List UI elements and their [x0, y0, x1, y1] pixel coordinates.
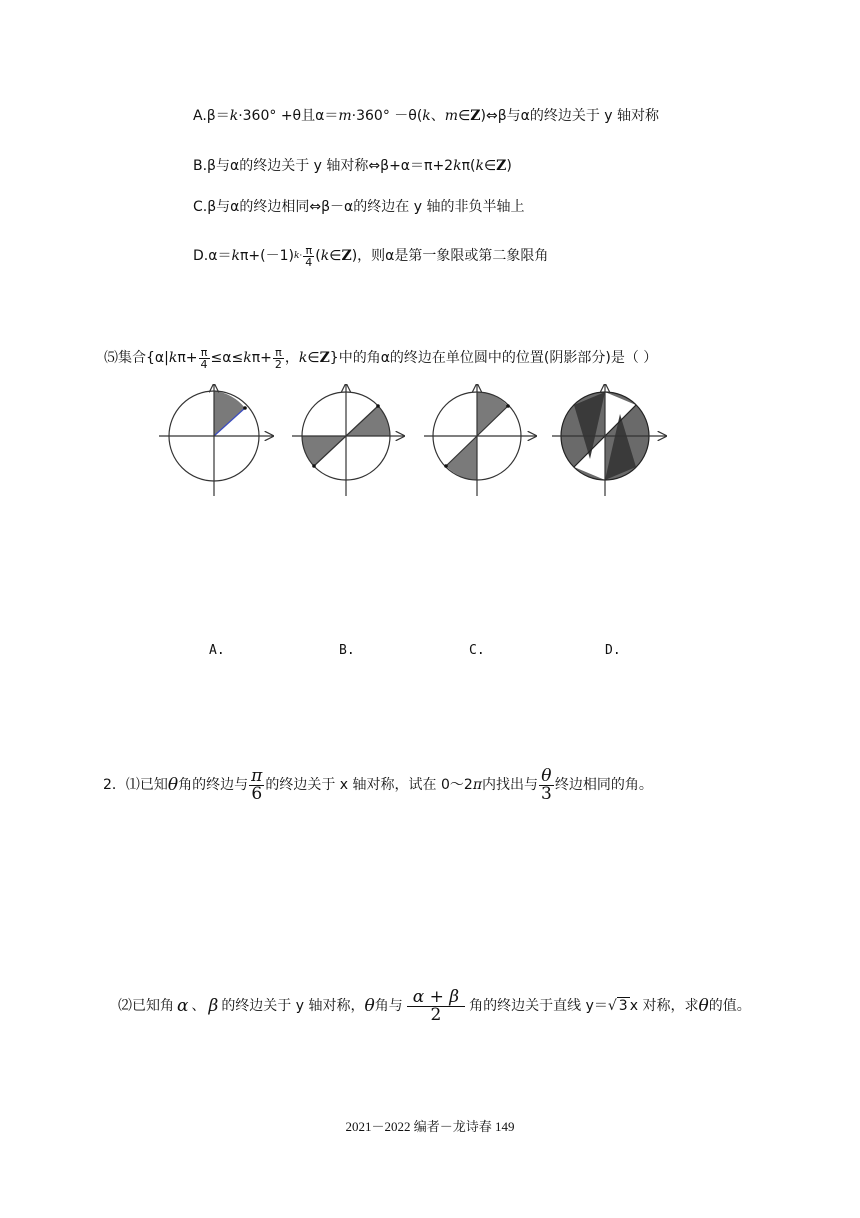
option-a-post: )⇔β与α的终边关于 y 轴对称 [480, 108, 660, 124]
radicand: 3 [618, 998, 628, 1014]
option-d-mid: π+(－1) [239, 248, 294, 264]
q22-pre: ⑵已知角 [118, 998, 174, 1014]
question-5 [104, 338, 657, 378]
choice-label-d: D. [605, 643, 621, 658]
option-d [193, 236, 548, 276]
option-a-pre: A.β＝ [193, 108, 230, 124]
sep: 、 [191, 998, 206, 1014]
option-a-mid1: ·360° +θ且α＝ [238, 108, 339, 124]
q22-mid3: 角的终边关于直线 y＝ [469, 998, 608, 1014]
point [243, 406, 247, 410]
q22-post: 的值。 [708, 998, 751, 1014]
shaded-sector-1 [477, 392, 508, 436]
q5-post: }中的角α的终边在单位圆中的位置(阴影部分)是（ ） [329, 350, 658, 366]
option-b-pre: B.β与α的终边关于 y 轴对称⇔β+α＝π+2 [193, 158, 454, 174]
var-k: k [453, 158, 462, 174]
q22-mid2: 角与 [374, 998, 403, 1014]
var-k: k [298, 350, 308, 366]
numerator: π [303, 245, 314, 257]
set-z: Z [470, 108, 481, 124]
option-b [193, 156, 512, 176]
fraction-pi-4 [303, 245, 314, 268]
var-k: k [422, 108, 431, 124]
numerator: π [199, 347, 210, 359]
q21-mid1: 角的终边与 [178, 777, 249, 793]
var-k: k [475, 158, 484, 174]
var-k: k [229, 108, 239, 124]
var-k: k [243, 350, 252, 366]
radical-sign: √ [607, 998, 617, 1014]
var-theta: θ [698, 996, 709, 1016]
var-k: k [320, 248, 330, 264]
denominator: 2 [430, 1004, 442, 1025]
denominator: 3 [541, 783, 552, 804]
fraction-theta-3 [539, 765, 554, 804]
shaded-sector-2 [446, 436, 477, 480]
choice-label-b: B. [339, 643, 355, 658]
q21-mid2: 的终边关于 x 轴对称，试在 0～2 [265, 777, 473, 793]
option-a [193, 106, 659, 126]
numerator: θ [539, 768, 554, 786]
var-alpha: α [177, 996, 189, 1016]
in-symbol: ∈ [458, 108, 471, 124]
figure-b-unit-circle [288, 384, 408, 504]
var-theta: θ [364, 996, 375, 1016]
denominator: 2 [274, 357, 282, 371]
dot: · [299, 251, 303, 261]
q21-pre: 2．⑴已知 [103, 777, 168, 793]
q5-pre: ⑸集合{α| [104, 350, 169, 366]
figure-a-unit-circle [155, 384, 275, 504]
denominator: 4 [305, 255, 313, 269]
q5-comma: ， [284, 350, 299, 366]
point [444, 464, 448, 468]
point [506, 404, 510, 408]
in-symbol: ∈ [483, 158, 497, 174]
sep: 、 [430, 108, 445, 124]
choice-label-a: A. [209, 643, 225, 658]
exponent-k: k [293, 251, 300, 261]
q22-mid4: x 对称，求 [629, 998, 699, 1014]
var-m: m [444, 108, 459, 124]
page-footer: 2021－2022 编者－龙诗春 149 [345, 1119, 515, 1134]
option-d-pre: D.α＝ [193, 248, 232, 264]
var-beta: β [208, 996, 219, 1016]
question-2-2 [118, 980, 751, 1032]
option-c [193, 197, 524, 217]
figure-d-unit-circle [550, 384, 670, 504]
fraction-pi-6 [249, 765, 264, 804]
var-k: k [231, 248, 240, 264]
denominator: 4 [200, 357, 208, 371]
option-d-post: )，则α是第一象限或第二象限角 [351, 248, 549, 264]
shaded-sector [214, 391, 245, 436]
sqrt-3 [608, 996, 630, 1016]
point [376, 404, 380, 408]
var-k: k [168, 350, 178, 366]
q5-pi1: π+ [177, 350, 198, 366]
q5-mid: ≤α≤ [210, 350, 244, 366]
figure-c-unit-circle [420, 384, 540, 504]
set-z: Z [319, 350, 330, 366]
set-z: Z [341, 248, 352, 264]
numerator: α + β [407, 989, 465, 1007]
choice-label-c: C. [469, 643, 485, 658]
paren: ( [315, 248, 321, 264]
point [312, 464, 316, 468]
fraction-pi-2 [273, 347, 284, 370]
var-theta: θ [167, 775, 179, 795]
question-2-1 [103, 760, 653, 810]
q5-pi2: π+ [251, 350, 272, 366]
fraction-pi-4 [199, 347, 210, 370]
q22-mid1: 的终边关于 y 轴对称， [221, 998, 365, 1014]
q21-post: 终边相同的角。 [554, 777, 653, 793]
shaded-sector-2 [302, 436, 346, 466]
fraction-alpha-plus-beta-over-2 [407, 986, 465, 1025]
numerator: π [273, 347, 284, 359]
var-pi: π [472, 777, 483, 793]
shaded-sector-1 [346, 406, 390, 436]
option-b-pi: π( [461, 158, 476, 174]
option-c-text: C.β与α的终边相同⇔β－α的终边在 y 轴的非负半轴上 [193, 199, 525, 215]
q21-mid3: 内找出与 [482, 777, 539, 793]
option-b-post: ) [506, 158, 512, 174]
in-symbol: ∈ [307, 350, 320, 366]
option-a-mid2: ·360° －θ( [351, 108, 423, 124]
numerator: π [251, 765, 263, 786]
set-z: Z [496, 158, 507, 174]
var-m: m [338, 108, 352, 124]
denominator: 6 [251, 783, 263, 804]
in-symbol: ∈ [329, 248, 342, 264]
